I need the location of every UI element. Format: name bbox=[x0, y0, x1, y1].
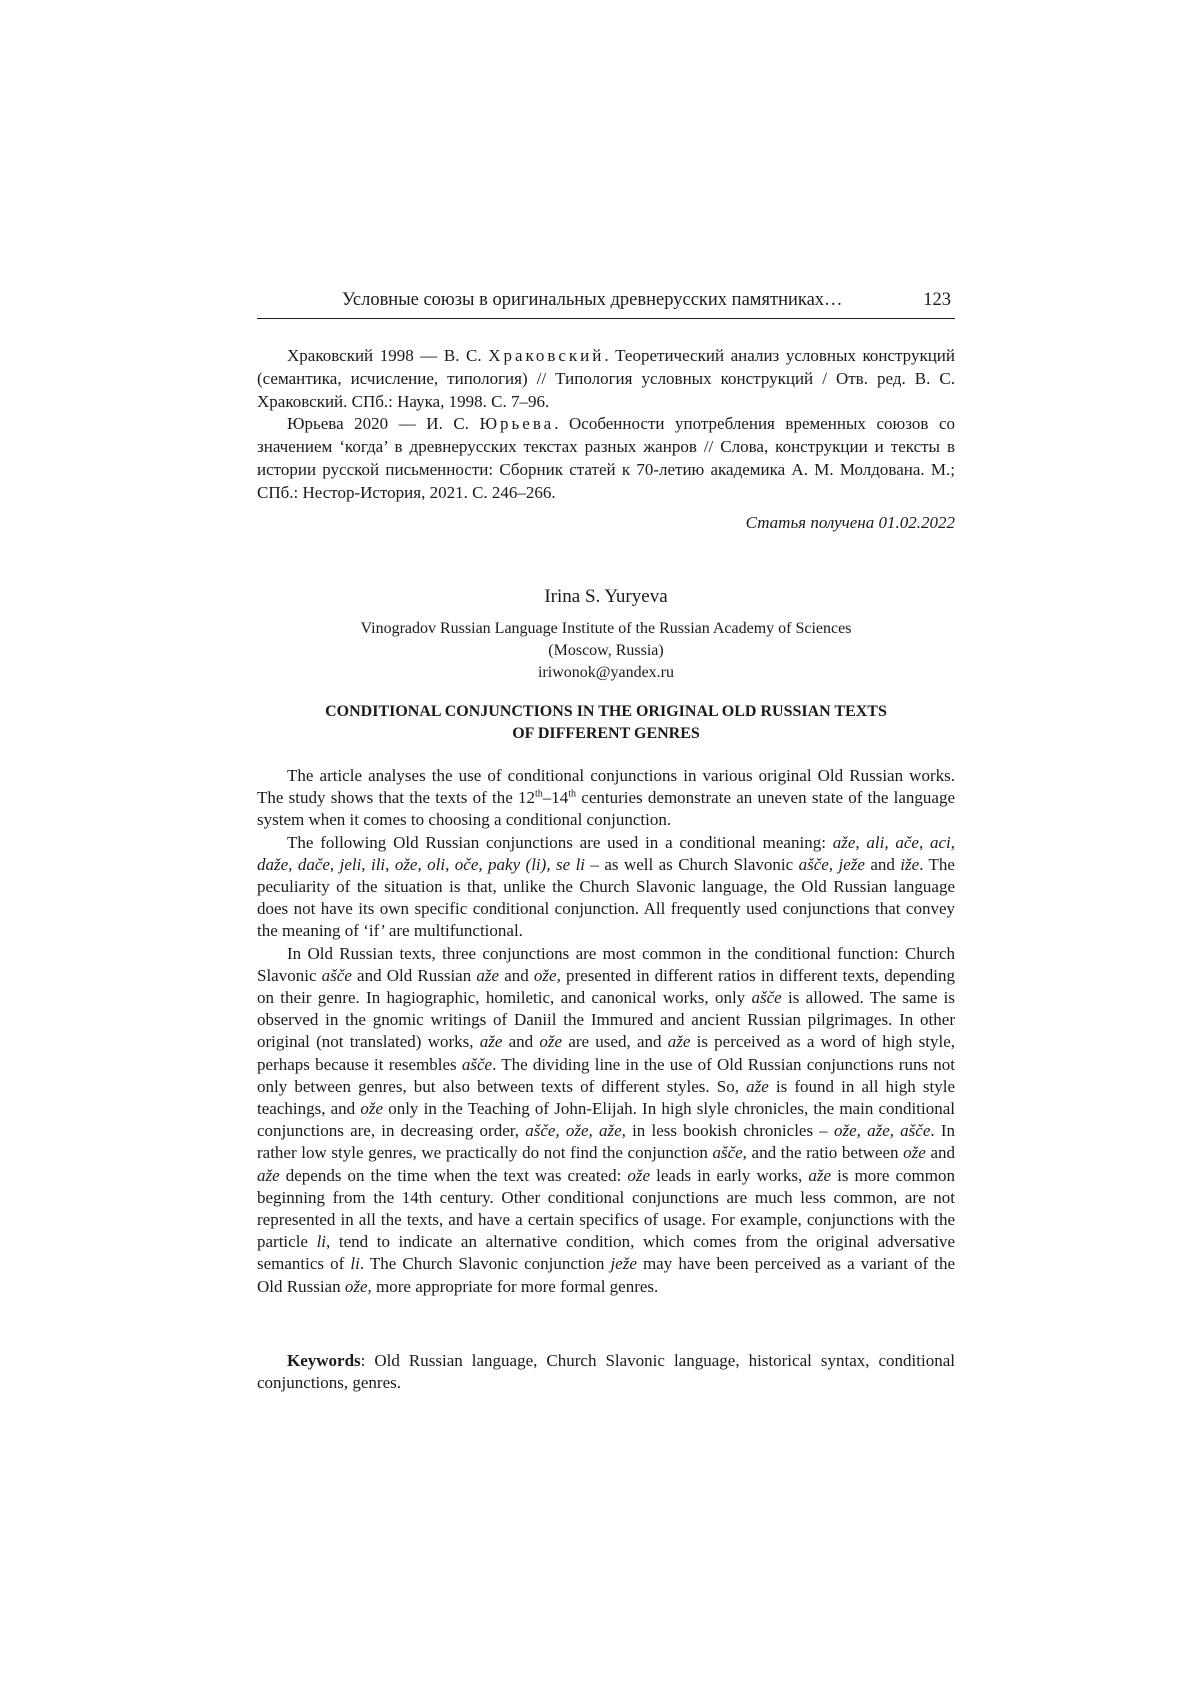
reference-item bbox=[257, 345, 955, 413]
reference-key: Храковский 1998 — В. С. bbox=[287, 346, 482, 365]
abstract-text: and Old Russian bbox=[351, 965, 477, 985]
author-affiliation: Vinogradov Russian Language Institute of the Russian Academy of Sciences bbox=[360, 620, 852, 637]
abstract-text: The article analyses the use of conditional conjunctions in various original Old Russian works. The study shows that the texts of the 12 bbox=[257, 766, 955, 808]
reference-list bbox=[257, 345, 955, 505]
term-italic: ože bbox=[903, 1143, 926, 1163]
term-italic: aže bbox=[808, 1165, 832, 1185]
term-italic: ože bbox=[533, 965, 557, 985]
term-italic: ože, aže, ašče bbox=[833, 1121, 931, 1141]
page-number: 123 bbox=[923, 290, 951, 310]
abstract-paragraph bbox=[257, 765, 955, 832]
abstract-text: . In rather low style genres, we practically do not find the conjunction bbox=[257, 1121, 955, 1163]
abstract-text: In Old Russian texts, three conjunctions are most common in the conditional function: Church Slavonic bbox=[257, 943, 955, 985]
abstract-text: is more common beginning from the 14th century. Other conditional conjunctions are much less common, are not represented in all the texts, and have a certain specifics of usage. For example, conjunctions with the particle bbox=[257, 1165, 956, 1252]
reference-text: . Теоретический анализ условных конструкций (семантика, исчисление, типология) // Типология условных конструкций / Отв. ред. В. С. Храковский. СПб.: Наука, 1998. С. 7–96. bbox=[257, 346, 955, 411]
abstract-paragraph bbox=[257, 943, 955, 1298]
term-italic: aže bbox=[667, 1032, 691, 1052]
reference-author: Храковский bbox=[488, 346, 605, 365]
term-italic: ože bbox=[627, 1165, 651, 1185]
abstract-text: more appropriate for more formal genres. bbox=[371, 1276, 659, 1296]
article-title bbox=[257, 701, 955, 745]
term-italic: ašče bbox=[321, 965, 352, 985]
term-italic: li bbox=[316, 1232, 327, 1252]
term-italic: ože, bbox=[344, 1276, 372, 1296]
term-italic: aže, ali, ače, aci, daže, dače, jeli, ili, ože, oli, oče, paky (li), se li bbox=[257, 832, 955, 874]
term-italic: ože bbox=[539, 1032, 563, 1052]
abstract-text: . The dividing line in the use of Old Russian conjunctions runs not only between genres, but also between texts of different styles. So, bbox=[257, 1054, 955, 1096]
term-italic: li bbox=[350, 1254, 360, 1274]
superscript: th bbox=[535, 788, 543, 800]
abstract-text: –14 bbox=[542, 788, 569, 808]
term-italic: aže bbox=[479, 1032, 503, 1052]
keywords bbox=[257, 1350, 955, 1394]
abstract-paragraph bbox=[257, 832, 955, 943]
abstract-text: and bbox=[864, 854, 901, 874]
reference-key: Юрьева 2020 — И. С. bbox=[287, 414, 469, 434]
author-name: Irina S. Yuryeva bbox=[544, 586, 668, 607]
author-block bbox=[257, 584, 955, 684]
abstract-text: depends on the time when the text was created: bbox=[279, 1165, 628, 1185]
reference-item bbox=[257, 413, 955, 504]
author-location: (Moscow, Russia) bbox=[548, 642, 664, 659]
running-title: Условные союзы в оригинальных древнерусских памятниках… bbox=[342, 290, 843, 310]
reference-text: . Особенности употребления временных союзов со значением ‘когда’ в древнерусских текстах разных жанров // Слова, конструкции и тексты в истории русской письменности: Сборник статей к 70-летию академика А. М. Молдована. М.; СПб.: Нестор-История, 2021. С. 246–266. bbox=[257, 414, 955, 502]
abstract-text: . The peculiarity of the situation is that, unlike the Church Slavonic language, the Old Russian language does not have its own specific conditional conjunction. All frequently used conjunctions that convey the meaning of ‘if’ are multifunctional. bbox=[257, 854, 955, 941]
term-italic: ašče, ože, aže bbox=[525, 1121, 622, 1141]
term-italic: aže bbox=[476, 965, 500, 985]
abstract-text: centuries demonstrate an uneven state of the language system when it comes to choosing a conditional conjunction. bbox=[257, 788, 955, 830]
term-italic: ježe bbox=[610, 1254, 637, 1274]
abstract-text: is perceived as a word of high style, perhaps because it resembles bbox=[257, 1032, 956, 1074]
abstract-text: is found in all high style teachings, and bbox=[257, 1076, 955, 1119]
abstract-text: are used, and bbox=[562, 1032, 668, 1052]
article-title-line: OF DIFFERENT GENRES bbox=[512, 725, 700, 742]
reference-author: Юрьева bbox=[479, 414, 555, 434]
term-italic: ašče bbox=[712, 1143, 743, 1163]
abstract-text: , presented in different ratios in different texts, depending on their genre. In hagiographic, homiletic, and canonical works, only bbox=[257, 965, 956, 1008]
abstract-text: , tend to indicate an alternative condition, which comes from the original adversative semantics of bbox=[257, 1232, 955, 1274]
abstract-text: The following Old Russian conjunctions are used in a conditional meaning: bbox=[287, 832, 833, 852]
received-date: Статья получена 01.02.2022 bbox=[745, 513, 955, 532]
term-italic: aže bbox=[746, 1076, 769, 1096]
keywords-text: : Old Russian language, Church Slavonic language, historical syntax, conditional conjunctions, genres. bbox=[257, 1351, 955, 1393]
abstract bbox=[257, 765, 955, 1298]
abstract-text: , and the ratio between bbox=[742, 1143, 904, 1163]
term-italic: ašče bbox=[461, 1054, 493, 1074]
term-italic: ašče bbox=[751, 988, 782, 1008]
article-title-line: CONDITIONAL CONJUNCTIONS IN THE ORIGINAL OLD RUSSIAN TEXTS bbox=[325, 703, 887, 720]
keywords-label: Keywords bbox=[287, 1351, 361, 1370]
author-email: iriwonok@yandex.ru bbox=[537, 664, 675, 681]
abstract-text: leads in early works, bbox=[650, 1165, 809, 1185]
abstract-text: may have been perceived as a variant of the Old Russian bbox=[257, 1254, 955, 1296]
abstract-text: and bbox=[502, 1032, 540, 1052]
abstract-text: is allowed. The same is observed in the gnomic writings of Daniil the Immured and ancient Russian pilgrimages. In other original (not translated) works, bbox=[257, 988, 956, 1052]
abstract-text: and bbox=[925, 1143, 955, 1163]
term-italic: ože bbox=[360, 1099, 384, 1119]
running-header bbox=[257, 288, 955, 319]
abstract-text: , in less bookish chronicles – bbox=[621, 1121, 834, 1141]
superscript: th bbox=[568, 788, 577, 800]
abstract-text: and bbox=[499, 965, 534, 985]
abstract-text: only in the Teaching of John-Elijah. In high slyle chronicles, the main conditional conjunctions are, in decreasing order, bbox=[257, 1099, 955, 1141]
term-italic: iže bbox=[900, 854, 920, 874]
term-italic: ašče, ježe bbox=[798, 854, 865, 874]
term-italic: aže bbox=[257, 1165, 280, 1185]
abstract-text: . The Church Slavonic conjunction bbox=[359, 1254, 611, 1274]
abstract-text: – as well as Church Slavonic bbox=[585, 854, 799, 874]
